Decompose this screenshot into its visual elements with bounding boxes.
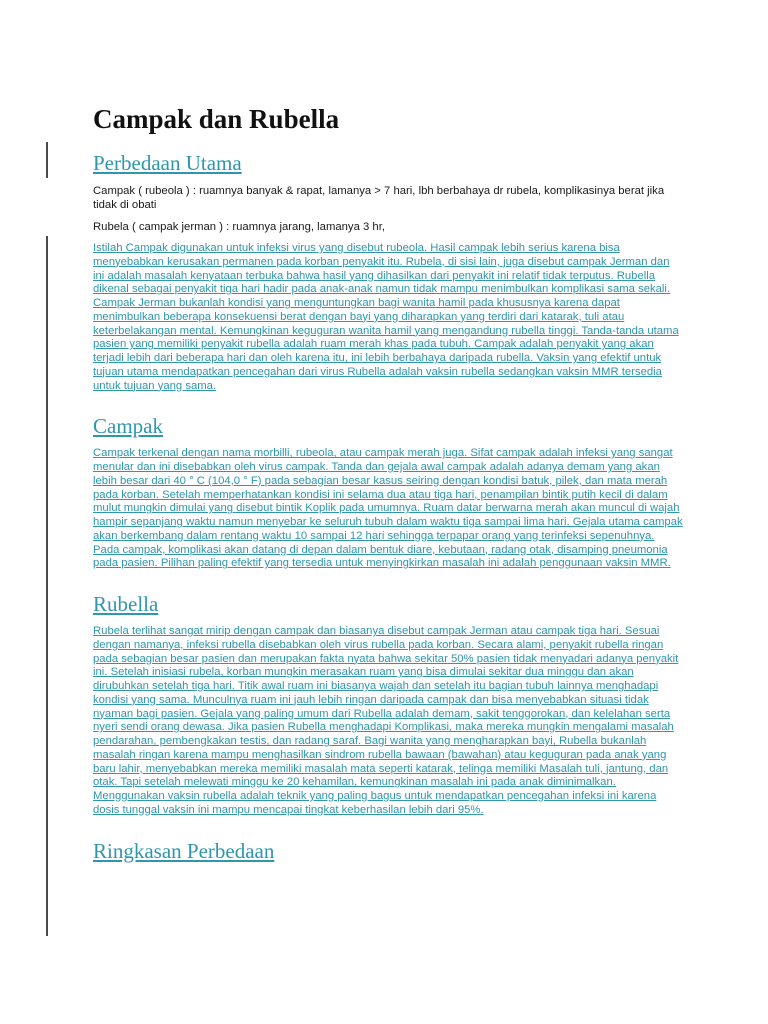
- document-content: [93, 102, 683, 872]
- campak-paragraph[interactable]: Campak terkenal dengan nama morbilli, rubeola, atau campak merah juga. Sifat campak adalah infeksi yang sangat menular dan ini disebabkan oleh virus campak. Tanda dan gejala awal campak adalah adanya demam yang akan lebih besar dari 40 ° C (104,0 ° F) pada sebagian besar kasus seiring dengan kondisi batuk, pilek, dan mata merah pada korban. Setelah memperhatankan kondisi ini selama dua atau tiga hari, penampilan bintik putih kecil di dalam mulut mungkin dimulai yang disebut bintik Koplik pada umumnya. Ruam datar berwarna merah akan muncul di wajah hampir sepanjang waktu namun menyebar ke seluruh tubuh dalam waktu tiga sampai lima hari. Gejala utama campak akan berkembang dalam rentang waktu 10 sampai 12 hari sehingga terpapar orang yang terinfeksi sepenuhnya. Pada campak, komplikasi akan datang di depan dalam bentuk diare, kebutaan, radang otak, disamping pneumonia pada pasien. Pilihan paling efektif yang tersedia untuk menyingkirkan masalah ini adalah penggunaan vaksin MMR.: [93, 447, 683, 570]
- change-bar: [46, 236, 48, 936]
- rubela-summary: Rubela ( campak jerman ) : ruamnya jarang, lamanya 3 hr,: [93, 221, 385, 233]
- heading-campak[interactable]: Campak: [93, 414, 163, 439]
- campak-summary: Campak ( rubeola ) : ruamnya banyak & rapat, lamanya > 7 hari, lbh berbahaya dr rubela, komplikasinya berat jika tidak di obati: [93, 185, 665, 211]
- heading-perbedaan-utama[interactable]: Perbedaan Utama: [93, 151, 242, 175]
- perbedaan-utama-paragraph[interactable]: Istilah Campak digunakan untuk infeksi virus yang disebut rubeola. Hasil campak lebih serius karena bisa menyebabkan kerusakan permanen pada korban penyakit itu. Rubela, di sisi lain, juga disebut campak Jerman dan ini adalah masalah kenyataan terbuka bahwa hasil yang dihasilkan dari penyakit ini relatif tidak terputus. Rubella dikenal sebagai penyakit tiga hari hadir pada anak-anak namun tidak mampu menimbulkan komplikasi sama sekali. Campak Jerman bukanlah kondisi yang menguntungkan bagi wanita hamil pada khususnya karena dapat menimbulkan beberapa konsekuensi berat dengan bayi yang diharapkan yang terdiri dari katarak, tuli atau keterbelakangan mental. Kemungkinan keguguran wanita hamil yang mengandung rubella tinggi. Tanda-tanda utama pasien yang memiliki penyakit rubella adalah ruam merah khas pada tubuh. Campak adalah penyakit yang akan terjadi lebih dari beberapa hari dan oleh karena itu, ini lebih berbahaya daripada rubella. Vaksin yang efektif untuk tujuan utama mendapatkan pencegahan dari virus Rubella adalah vaksin rubella sedangkan vaksin MMR tersedia untuk tujuan yang sama.: [93, 242, 679, 392]
- document-title: Campak dan Rubella: [93, 104, 340, 134]
- heading-ringkasan-perbedaan[interactable]: Ringkasan Perbedaan: [93, 838, 275, 863]
- change-bar: [46, 142, 48, 178]
- heading-rubella[interactable]: Rubella: [93, 592, 159, 616]
- rubella-paragraph[interactable]: Rubela terlihat sangat mirip dengan campak dan biasanya disebut campak Jerman atau campak tiga hari. Sesuai dengan namanya, infeksi rubella disebabkan oleh virus rubella pada korban. Secara alami, penyakit rubella ringan pada sebagian besar pasien dan merupakan fakta nyata bahwa sekitar 50% pasien tidak menyadari adanya penyakit ini. Setelah inisiasi rubela, korban mungkin merasakan ruam yang bisa dimulai sekitar dua minggu dan akan dirubuhkan setelah tiga hari. Titik awal ruam ini biasanya wajah dan setelah itu bagian tubuh lainnya menghadapi kondisi yang sama. Munculnya ruam ini jauh lebih ringan daripada campak dan bisa menyebabkan situasi tidak nyaman bagi pasien. Gejala yang paling umum dari Rubella adalah demam, sakit tenggorokan, dan kelelahan serta nyeri sendi orang dewasa. Jika pasien Rubella menghadapi Komplikasi, maka mereka mungkin mengalami masalah pendarahan, pembengkakan testis, dan radang saraf. Bagi wanita yang mengharapkan bayi, Rubella bukanlah masalah ringan karena mampu menghasilkan sindrom rubella bawaan (bawahan) atau keguguran pada anak yang baru lahir, menyebabkan mereka memiliki masalah mata seperti katarak, telinga memiliki Masalah tuli, jantung, dan otak. Tapi setelah melewati minggu ke 20 kehamilan, kemungkinan masalah ini pada anak diminimalkan. Menggunakan vaksin rubella adalah teknik yang paling bagus untuk mendapatkan pencegahan infeksi ini karena dosis tunggal vaksin ini mampu mencapai tingkat keberhasilan lebih dari 95%.: [93, 625, 679, 816]
